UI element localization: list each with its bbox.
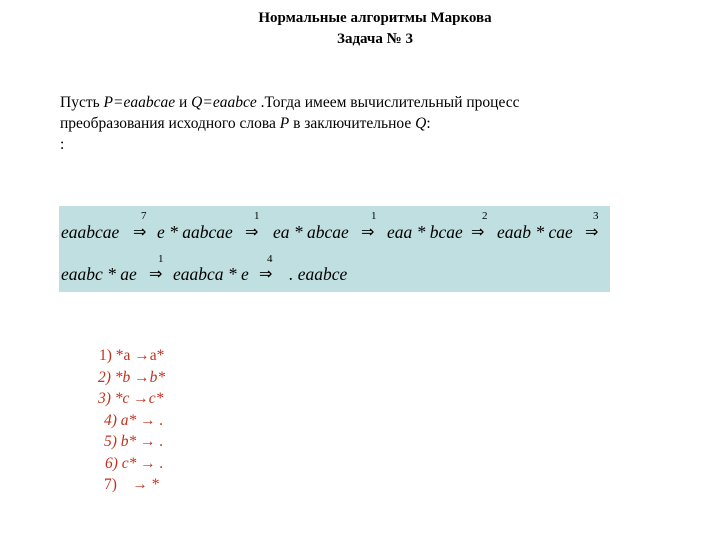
rule-number: 1 — [254, 210, 260, 222]
derivation-word: eaa * bcae — [387, 222, 463, 242]
rule-number: 7 — [141, 210, 147, 222]
rule-item: 5) b* → . — [104, 433, 164, 450]
symbol-p: P — [279, 115, 290, 132]
derivation-box — [59, 206, 610, 292]
derivation-word: ea * abcae — [273, 222, 349, 242]
rule-number: 3 — [593, 210, 599, 222]
derivation-arrow: ⇒ — [259, 264, 273, 283]
rule-number: 1 — [371, 210, 377, 222]
rule-number: 2 — [482, 210, 488, 222]
rule-item: 6) c* → . — [105, 454, 164, 472]
statement-line-1 — [60, 92, 660, 113]
statement-text: .Тогда имеем вычислительный процесс — [256, 94, 520, 111]
rule-item: 2) *b →b* — [98, 368, 166, 386]
derivation-word: eaabca * e — [173, 264, 249, 284]
rule-number: 4 — [267, 253, 273, 265]
problem-statement — [60, 92, 660, 155]
derivation-arrow: ⇒ — [245, 222, 259, 241]
rule-item: 4) a* → . — [104, 411, 164, 429]
rules-list — [95, 345, 166, 496]
derivation-arrow: ⇒ — [149, 264, 163, 283]
derivation-word: e * aabcae — [157, 222, 233, 242]
derivation-word: eaabc * ae — [61, 264, 137, 284]
rule-item: 1) *a →a* — [99, 347, 165, 364]
derivation-arrow: ⇒ — [471, 222, 485, 241]
statement-text: в заключительное — [289, 115, 416, 132]
derivation-arrow: ⇒ — [361, 222, 375, 241]
rule-item: 7) → * — [104, 476, 160, 493]
statement-line-3: : — [60, 136, 65, 153]
statement-text: и — [175, 94, 192, 111]
word-p: P=eaabcae — [103, 94, 176, 111]
statement-text: : — [426, 115, 431, 132]
statement-text: Пусть — [60, 94, 104, 111]
rule-item: 3) *c →c* — [98, 390, 164, 407]
word-q: Q=eaabce — [191, 94, 257, 111]
symbol-q: Q — [415, 115, 427, 132]
page-subtitle: Задача № 3 — [337, 31, 413, 47]
page-title: Нормальные алгоритмы Маркова — [258, 10, 492, 26]
derivation-word: . eaabce — [289, 264, 348, 284]
derivation-word: eaabcae — [61, 222, 120, 242]
rule-number: 1 — [158, 253, 164, 265]
derivation-arrow: ⇒ — [585, 222, 599, 241]
derivation-arrow: ⇒ — [133, 222, 147, 241]
statement-text: преобразования исходного слова — [60, 115, 280, 132]
derivation-word: eaab * cae — [497, 222, 573, 242]
statement-line-2 — [60, 113, 660, 134]
